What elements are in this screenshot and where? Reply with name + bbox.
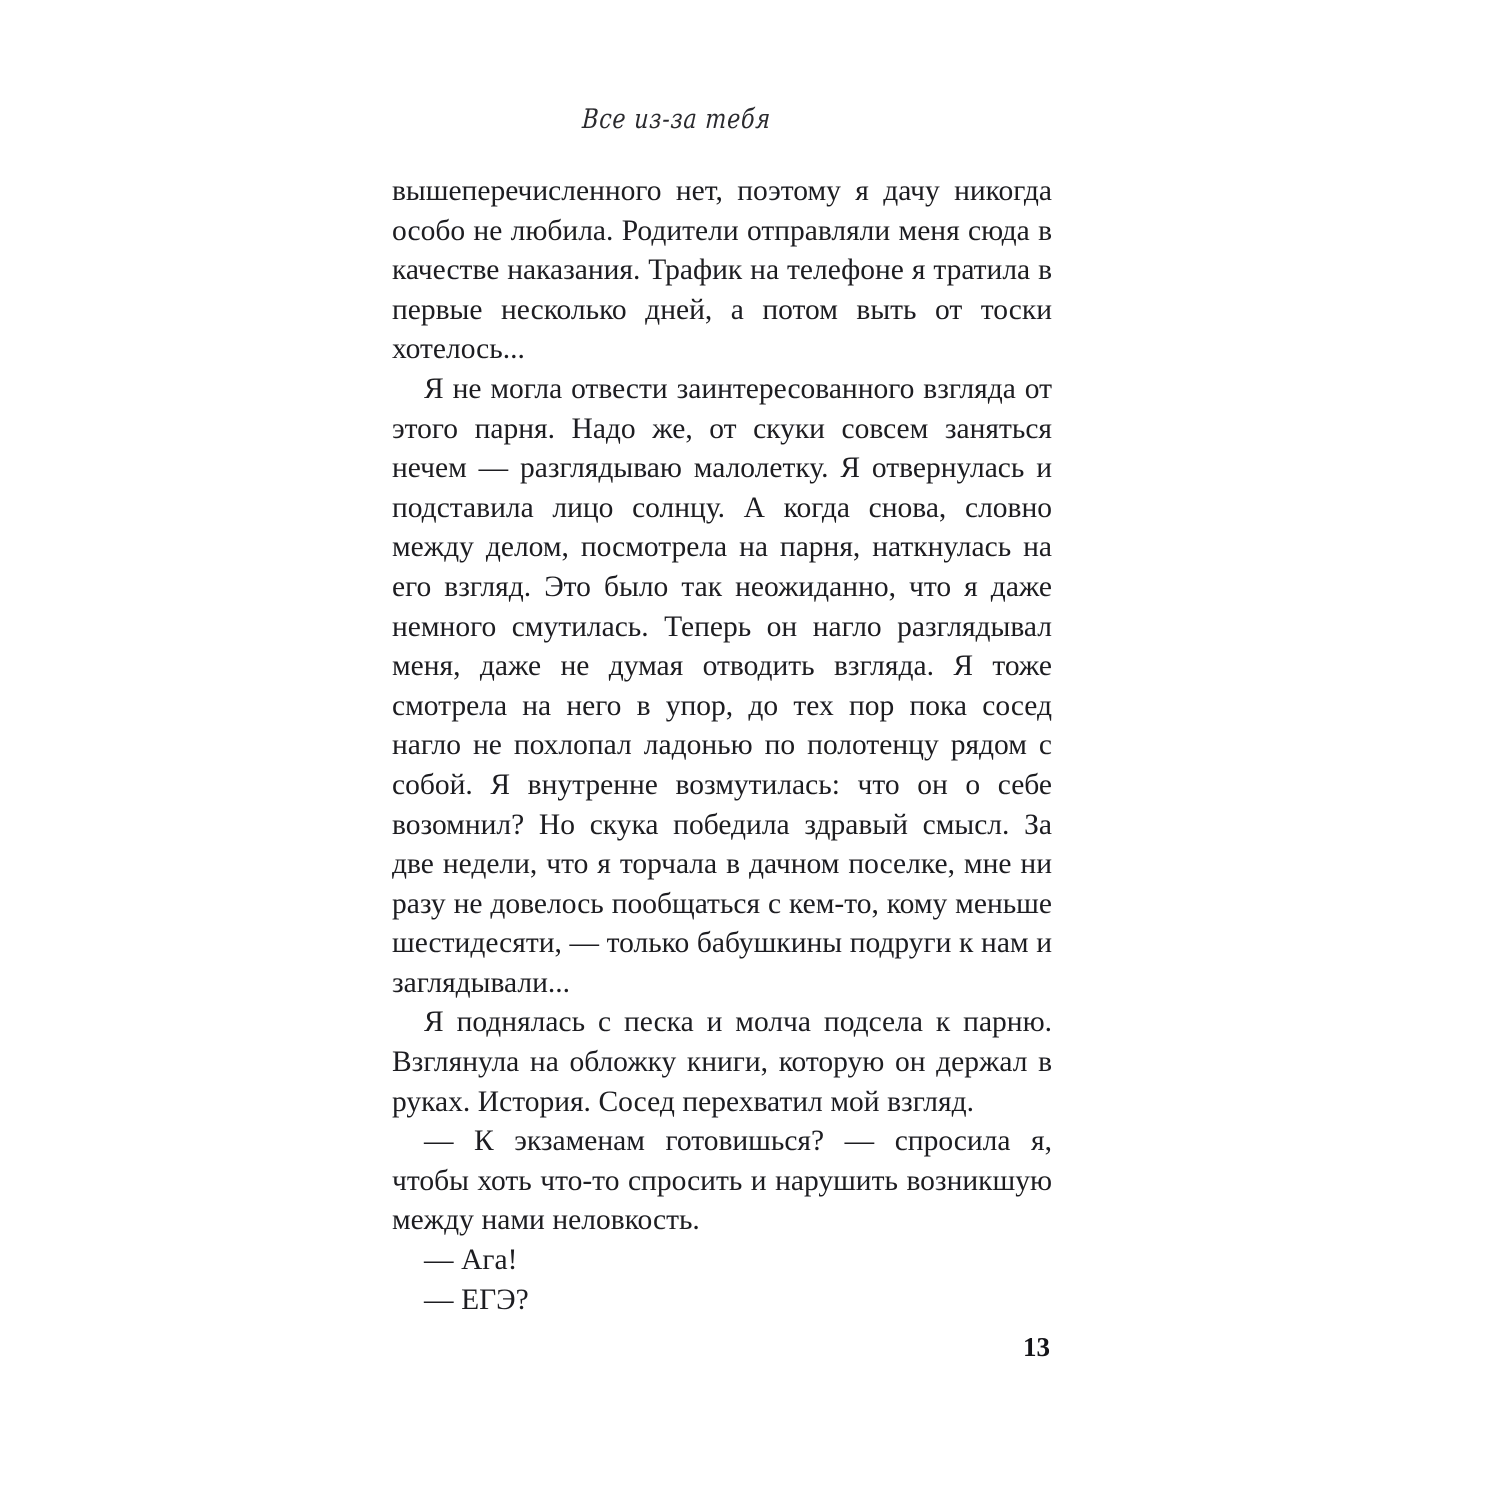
running-head bbox=[392, 104, 1050, 135]
page-text-column bbox=[392, 172, 1052, 1320]
paragraph-sat-down: Я поднялась с песка и молча подсела к парню. Взглянула на обложку книги, которую он держал в руках. История. Сосед перехватил мой взгляд. bbox=[392, 1006, 1052, 1118]
paragraph-continued: вышеперечисленного нет, поэтому я дачу никогда особо не любила. Родители отправляли меня сюда в качестве наказания. Трафик на телефоне я тратила в первые несколько дней, а потом выть от тоски хотелось... bbox=[392, 175, 1052, 366]
paragraph-staring: Я не могла отвести заинтересованного взгляда от этого парня. Надо же, от скуки совсем заняться нечем — разглядываю малолетку. Я отвернулась и подставила лицо солнцу. А когда снова, словно между делом, посмотрела на парня, наткнулась на его взгляд. Это было так неожиданно, что я даже немного смутилась. Теперь он нагло разглядывал меня, даже не думая отводить взгляда. Я тоже смотрела на него в упор, до тех пор пока сосед нагло не похлопал ладонью по полотенцу рядом с собой. Я внутренне возмутилась: что он о себе возомнил? Но скука победила здравый смысл. За две недели, что я торчала в дачном поселке, мне ни разу не довелось пообщаться с кем-то, кому меньше шестидесяти, — только бабушкины подруги к нам и заглядывали... bbox=[392, 372, 1052, 999]
page-number: 13 bbox=[1023, 1332, 1050, 1362]
dialogue-line-ege: — ЕГЭ? bbox=[424, 1283, 529, 1316]
dialogue-line-aga: — Ага! bbox=[424, 1244, 518, 1277]
running-head-title: Все из-за тебя bbox=[581, 104, 772, 135]
dialogue-line-exams-question: — К экзаменам готовишься? — спросила я, чтобы хоть что-то спросить и нарушить возникшую между нами неловкость. bbox=[392, 1125, 1052, 1237]
